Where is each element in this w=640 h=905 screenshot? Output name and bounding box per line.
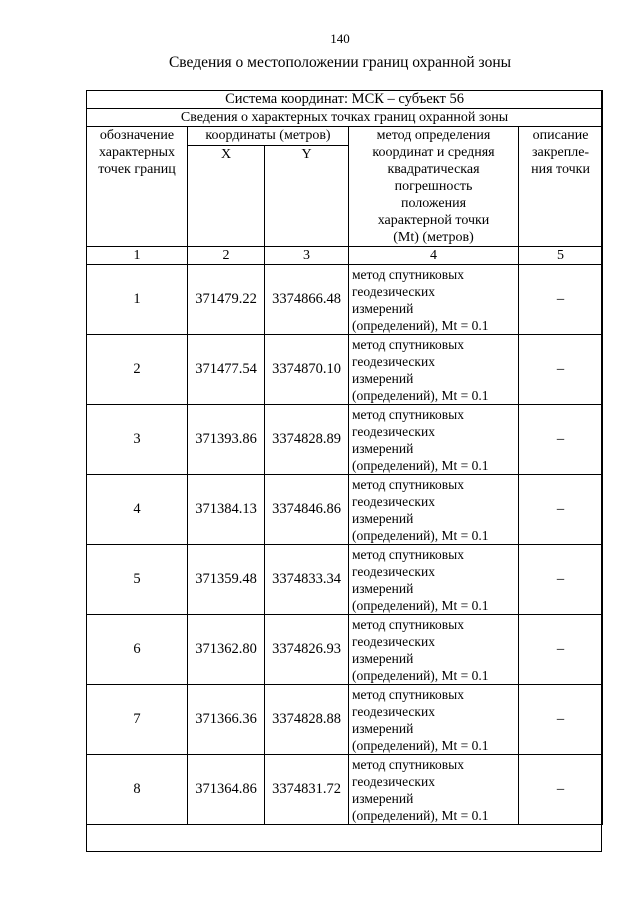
description-cell: – (519, 545, 603, 615)
header-method-line: квадратическая (387, 162, 480, 177)
method-cell (349, 475, 519, 545)
column-number: 5 (519, 247, 603, 265)
method-line: (определений), Mt = 0.1 (352, 737, 489, 753)
table-row (87, 405, 603, 475)
method-cell (349, 405, 519, 475)
header-description-line: описание (532, 128, 589, 143)
table-row (87, 475, 603, 545)
method-cell (349, 545, 519, 615)
table-row (87, 615, 603, 685)
x-coordinate-cell: 371359.48 (188, 545, 265, 615)
method-line: (определений), Mt = 0.1 (352, 317, 489, 333)
method-line: геодезических (352, 353, 435, 369)
y-coordinate-cell: 3374870.10 (265, 335, 349, 405)
table-row (87, 545, 603, 615)
method-line: геодезических (352, 423, 435, 439)
header-point-line: характерных (98, 145, 176, 160)
header-coordinates: координаты (метров) (188, 127, 349, 146)
point-id-cell: 5 (87, 545, 188, 615)
description-cell: – (519, 405, 603, 475)
method-line: геодезических (352, 773, 435, 789)
description-cell: – (519, 475, 603, 545)
method-line: геодезических (352, 703, 435, 719)
method-line: (определений), Mt = 0.1 (352, 597, 489, 613)
method-line: метод спутниковых (352, 686, 464, 702)
method-line: метод спутниковых (352, 406, 464, 422)
header-method-line: метод определения (376, 128, 491, 143)
x-coordinate-cell: 371366.36 (188, 685, 265, 755)
table-row (87, 265, 603, 335)
table-row (87, 685, 603, 755)
x-coordinate-cell: 371364.86 (188, 755, 265, 825)
method-line: метод спутниковых (352, 546, 464, 562)
point-id-cell: 8 (87, 755, 188, 825)
method-line: измерений (352, 440, 414, 456)
header-description-line: ния точки (531, 162, 590, 177)
table-row (87, 335, 603, 405)
method-line: (определений), Mt = 0.1 (352, 457, 489, 473)
y-coordinate-cell: 3374833.34 (265, 545, 349, 615)
method-line: метод спутниковых (352, 756, 464, 772)
point-id-cell: 6 (87, 615, 188, 685)
y-coordinate-cell: 3374831.72 (265, 755, 349, 825)
method-line: (определений), Mt = 0.1 (352, 387, 489, 403)
point-id-cell: 7 (87, 685, 188, 755)
y-coordinate-cell: 3374826.93 (265, 615, 349, 685)
method-line: метод спутниковых (352, 616, 464, 632)
method-line: измерений (352, 720, 414, 736)
point-id-cell: 1 (87, 265, 188, 335)
method-cell (349, 755, 519, 825)
column-number: 3 (265, 247, 349, 265)
y-coordinate-cell: 3374828.88 (265, 685, 349, 755)
header-method-line: положения (400, 196, 467, 211)
method-line: измерений (352, 510, 414, 526)
header-point-line: обозначение (99, 128, 175, 143)
method-line: геодезических (352, 563, 435, 579)
x-coordinate-cell: 371384.13 (188, 475, 265, 545)
page-number: 140 (330, 31, 350, 46)
y-coordinate-cell: 3374846.86 (265, 475, 349, 545)
method-line: измерений (352, 370, 414, 386)
header-method-line: координат и средняя (372, 145, 495, 160)
header-point-line: точек границ (98, 162, 176, 177)
method-line: измерений (352, 580, 414, 596)
method-line: измерений (352, 790, 414, 806)
header-x: X (188, 146, 265, 247)
method-line: геодезических (352, 633, 435, 649)
description-cell: – (519, 755, 603, 825)
y-coordinate-cell: 3374828.89 (265, 405, 349, 475)
method-cell (349, 685, 519, 755)
point-id-cell: 4 (87, 475, 188, 545)
header-point (87, 127, 188, 247)
header-y: Y (265, 146, 349, 247)
column-number: 2 (188, 247, 265, 265)
header-description-line: закрепле- (531, 145, 590, 160)
method-line: (определений), Mt = 0.1 (352, 527, 489, 543)
x-coordinate-cell: 371362.80 (188, 615, 265, 685)
method-cell (349, 615, 519, 685)
method-cell (349, 335, 519, 405)
point-id-cell: 3 (87, 405, 188, 475)
method-cell (349, 265, 519, 335)
description-cell: – (519, 685, 603, 755)
method-line: измерений (352, 650, 414, 666)
method-line: (определений), Mt = 0.1 (352, 807, 489, 823)
method-line: метод спутниковых (352, 476, 464, 492)
method-line: геодезических (352, 283, 435, 299)
document-title: Сведения о местоположении границ охранной зоны (168, 54, 512, 71)
coordinate-system-label: Система координат: МСК – субъект 56 (87, 91, 603, 109)
method-line: метод спутниковых (352, 336, 464, 352)
description-cell: – (519, 615, 603, 685)
method-line: измерений (352, 300, 414, 316)
description-cell: – (519, 265, 603, 335)
table-row (87, 755, 603, 825)
header-method (349, 127, 519, 247)
y-coordinate-cell: 3374866.48 (265, 265, 349, 335)
column-number: 1 (87, 247, 188, 265)
column-number: 4 (349, 247, 519, 265)
method-line: метод спутниковых (352, 266, 464, 282)
description-cell: – (519, 335, 603, 405)
header-description (519, 127, 603, 247)
header-method-line: характерной точки (377, 213, 490, 228)
header-method-line: (Mt) (метров) (393, 230, 474, 245)
x-coordinate-cell: 371477.54 (188, 335, 265, 405)
method-line: (определений), Mt = 0.1 (352, 667, 489, 683)
point-id-cell: 2 (87, 335, 188, 405)
method-line: геодезических (352, 493, 435, 509)
header-method-line: погрешность (394, 179, 473, 194)
boundary-points-table (86, 90, 603, 825)
x-coordinate-cell: 371479.22 (188, 265, 265, 335)
x-coordinate-cell: 371393.86 (188, 405, 265, 475)
section-label: Сведения о характерных точках границ охранной зоны (87, 109, 603, 127)
